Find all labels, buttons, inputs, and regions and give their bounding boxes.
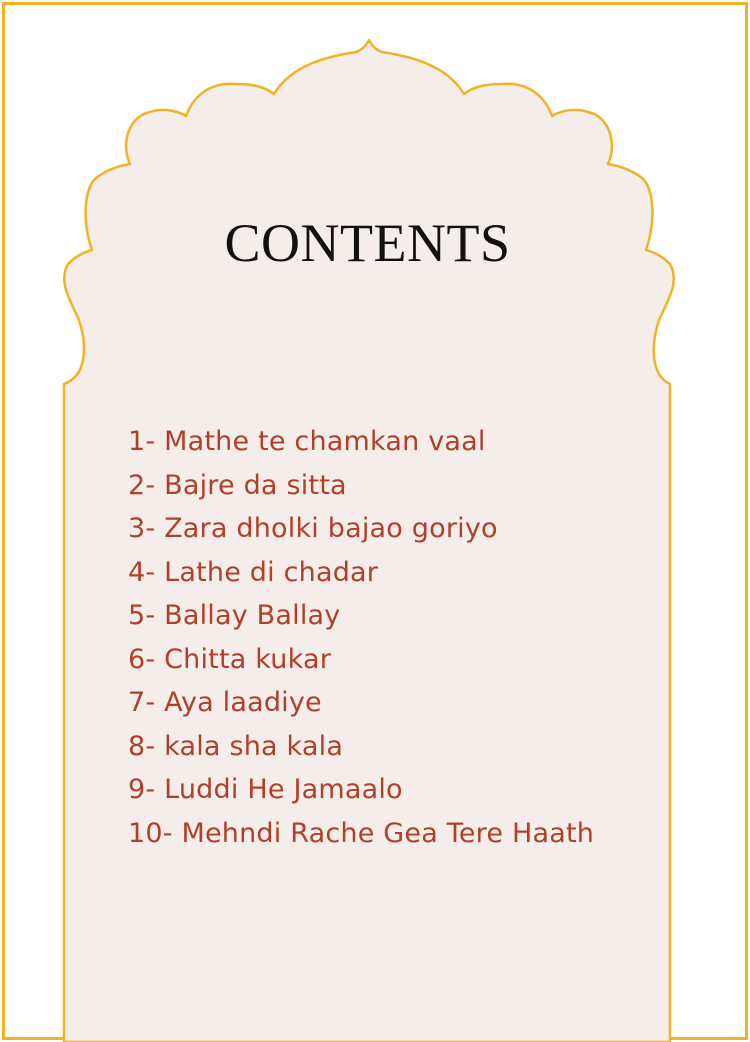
- contents-list: [128, 420, 594, 855]
- contents-entry-1: 1- Mathe te chamkan vaal: [128, 426, 486, 457]
- contents-entry-6: 6- Chitta kukar: [128, 643, 331, 675]
- contents-entry-9: 9- Luddi He Jamaalo: [128, 774, 403, 805]
- contents-entry-8: 8- kala sha kala: [128, 730, 344, 762]
- contents-entry-2: 2- Bajre da sitta: [128, 469, 347, 501]
- contents-entry-10: 10- Mehndi Rache Gea Tere Haath: [128, 817, 595, 849]
- page-title: CONTENTS: [224, 213, 511, 273]
- contents-entry-4: 4- Lathe di chadar: [128, 556, 379, 588]
- contents-entry-7: 7- Aya laadiye: [128, 687, 322, 718]
- contents-entry-5: 5- Ballay Ballay: [128, 600, 341, 631]
- contents-entry-3: 3- Zara dholki bajao goriyo: [128, 513, 498, 544]
